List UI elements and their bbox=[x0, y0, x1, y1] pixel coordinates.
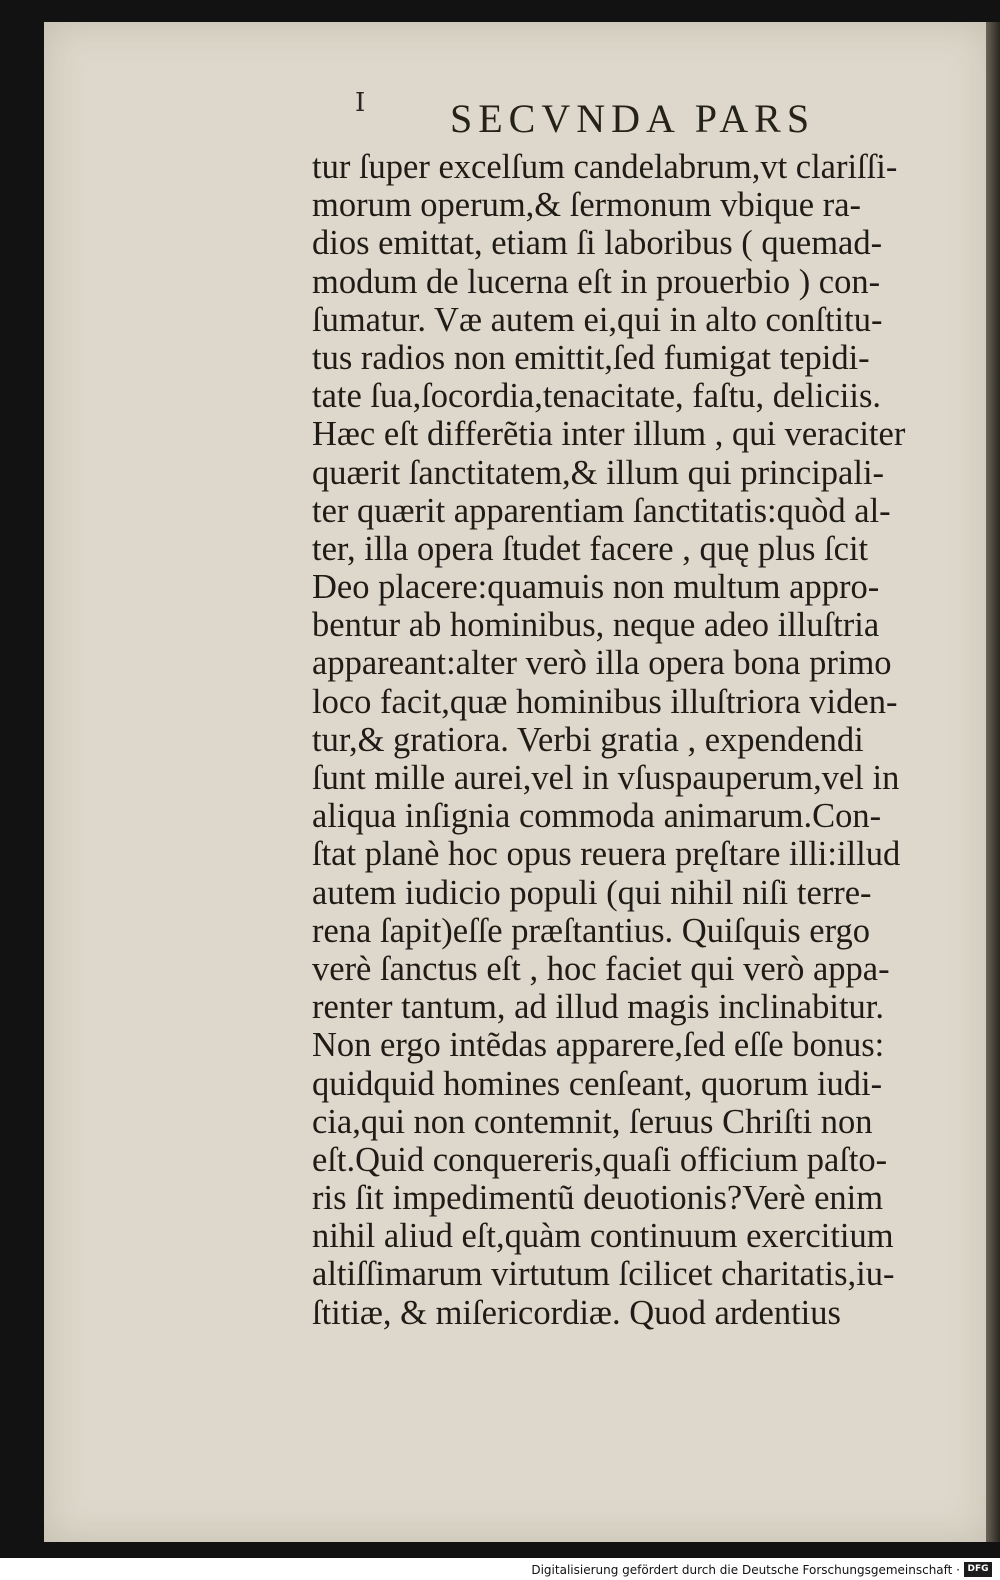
text-line: ris ſit impedimentũ deuotionis?Verè enim bbox=[312, 1179, 884, 1218]
text-line: morum operum,& ſermonum vbique ra- bbox=[312, 186, 862, 225]
text-line: ter, illa opera ſtudet facere , quę plus ſcit bbox=[312, 529, 869, 568]
text-line: modum de lucerna eſt in prouerbio ) con- bbox=[312, 262, 881, 301]
text-line: appareant:alter verò illa opera bona primo bbox=[312, 644, 892, 683]
dfg-logo: DFG bbox=[964, 1562, 992, 1577]
text-line: eſt.Quid conquereris,quaſi officium paſto- bbox=[312, 1140, 888, 1179]
text-line: cia,qui non contemnit, ſeruus Chriſti non bbox=[312, 1102, 873, 1141]
folio-mark: I bbox=[355, 88, 366, 118]
text-line: tate ſua,ſocordia,tenacitate, faſtu, deliciis. bbox=[312, 377, 881, 416]
text-line: tus radios non emittit,ſed fumigat tepidi- bbox=[312, 338, 870, 377]
text-line: loco facit,quæ hominibus illuſtriora viden- bbox=[312, 682, 898, 721]
text-line: quærit ſanctitatem,& illum qui principali- bbox=[312, 453, 885, 492]
text-line: ſunt mille aurei,vel in vſuspauperum,vel in bbox=[312, 759, 900, 797]
text-line: tur,& gratiora. Verbi gratia , expendendi bbox=[312, 720, 864, 759]
text-line: verè ſanctus eſt , hoc faciet qui verò appa- bbox=[312, 949, 890, 988]
body-text bbox=[312, 148, 952, 1332]
digitization-footer bbox=[0, 1558, 1000, 1580]
text-line: ſtitiæ, & miſericordiæ. Quod ardentius bbox=[312, 1293, 841, 1332]
page-gutter bbox=[986, 22, 1000, 1542]
text-line: ſumatur. Væ autem ei,qui in alto conſtitu- bbox=[312, 300, 883, 339]
text-line: rena ſapit)eſſe præſtantius. Quiſquis ergo bbox=[312, 911, 870, 950]
text-line: dios emittat, etiam ſi laboribus ( quemad- bbox=[312, 224, 883, 263]
text-line: tur ſuper excelſum candelabrum,vt clariſſi- bbox=[312, 148, 898, 186]
text-line: ter quærit apparentiam ſanctitatis:quòd al- bbox=[312, 491, 891, 530]
text-line: Deo placere:quamuis non multum appro- bbox=[312, 568, 880, 607]
text-line: Non ergo intẽdas apparere,ſed eſſe bonus: bbox=[312, 1026, 885, 1065]
running-head: SECVNDA PARS bbox=[450, 96, 816, 141]
text-line: quidquid homines cenſeant, quorum iudi- bbox=[312, 1064, 883, 1103]
text-line: nihil aliud eſt,quàm continuum exercitium bbox=[312, 1217, 894, 1256]
text-line: altiſſimarum virtutum ſcilicet charitatis,iu- bbox=[312, 1255, 895, 1294]
text-line: bentur ab hominibus, neque adeo illuſtria bbox=[312, 606, 880, 645]
funding-notice: Digitalisierung gefördert durch die Deutsche Forschungsgemeinschaft · bbox=[531, 1563, 960, 1577]
text-line: aliqua inſignia commoda animarum.Con- bbox=[312, 797, 882, 836]
text-line: Hæc eſt differẽtia inter illum , qui veraciter bbox=[312, 415, 906, 454]
text-line: renter tantum, ad illud magis inclinabitur. bbox=[312, 988, 884, 1027]
text-line: autem iudicio populi (qui nihil niſi terre- bbox=[312, 873, 872, 912]
text-line: ſtat planè hoc opus reuera pręſtare illi:illud bbox=[312, 835, 901, 874]
